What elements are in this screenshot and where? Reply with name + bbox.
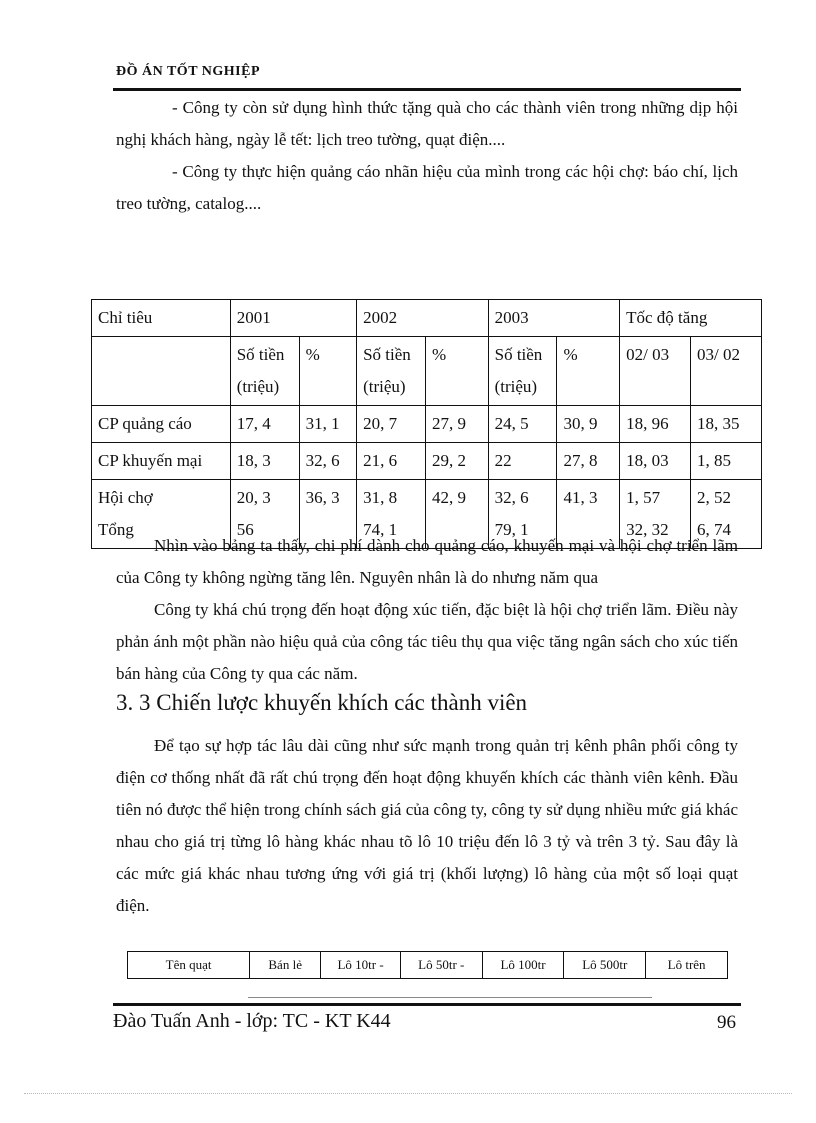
- table-cell: 18, 3: [230, 443, 299, 480]
- row-label: CP quảng cáo: [92, 406, 231, 443]
- table-cell: 18, 96: [620, 406, 691, 443]
- price-table-header-row: [128, 952, 728, 979]
- table-row: [92, 443, 762, 480]
- price-header-lot-50m: Lô 50tr -: [400, 952, 482, 979]
- row-label-fair: Hội chợ: [98, 488, 153, 507]
- subheader-amount-2001: Số tiền (triệu): [230, 337, 299, 406]
- cell-line: 6, 74: [697, 520, 732, 539]
- price-header-lot-500m: Lô 500tr: [564, 952, 646, 979]
- subheader-growth-2: 03/ 02: [691, 337, 762, 406]
- footer-rule-thin: [248, 997, 652, 998]
- subheader-pct-2003: %: [557, 337, 620, 406]
- table-cell: 17, 4: [230, 406, 299, 443]
- table-cell: 31, 1: [299, 406, 357, 443]
- cell-line: 56: [236, 520, 254, 539]
- subheader-empty: [92, 337, 231, 406]
- subheader-growth-1: 02/ 03: [620, 337, 691, 406]
- cell-line: 32, 32: [626, 520, 669, 539]
- document-header-title: ĐỒ ÁN TỐT NGHIỆP: [116, 64, 261, 79]
- row-label-total: Tổng: [98, 520, 134, 539]
- cell-line: 1, 57: [626, 488, 661, 507]
- table-cell: 32, 6: [299, 443, 357, 480]
- price-header-fan-name: Tên quạt: [128, 952, 250, 979]
- analysis-paragraph-2: Công ty khá chú trọng đến hoạt động xúc tiến, đặc biệt là hội chợ triển lãm. Điều này phản ánh một phần nào hiệu quả của công tác tiêu thụ qua việc tăng ngân sách cho xúc tiến bán hàng của Công ty qua các năm.: [116, 600, 738, 683]
- table-cell: 18, 03: [620, 443, 691, 480]
- table-cell: 30, 9: [557, 406, 620, 443]
- header-2001: 2001: [230, 300, 356, 337]
- cell-line: 20, 3: [236, 488, 271, 507]
- header-indicator: Chỉ tiêu: [92, 300, 231, 337]
- table-cell: 29, 2: [425, 443, 488, 480]
- table-cell: 42, 9: [425, 480, 488, 549]
- table-subheader-row: [92, 337, 762, 406]
- analysis-paragraph-1: Nhìn vào bảng ta thấy, chi phí dành cho quảng cáo, khuyến mại và hội chợ triển lãm của Công ty không ngừng tăng lên. Nguyên nhân là do nhưng năm qua: [116, 536, 738, 587]
- cell-line: 32, 6: [494, 488, 529, 507]
- table-cell: 27, 9: [425, 406, 488, 443]
- section-body: Để tạo sự hợp tác lâu dài cũng như sức mạnh trong quản trị kênh phân phối công ty điện cơ thống nhất đã rất chú trọng đến hoạt động khuyến khích các thành viên kênh. Đầu tiên nó được thể hiện trong chính sách giá của công ty, công ty sử dụng nhiều mức giá khác nhau cho giá trị từng lô hàng khác nhau tõ lô 10 triệu đến lô 3 tỷ và trên 3 tỷ. Sau đây là các mức giá khác nhau tương ứng với giá trị (khối lượng) lô hàng của một số loại quạt điện.: [116, 736, 738, 915]
- intro-paragraph-1: - Công ty còn sử dụng hình thức tặng quà cho các thành viên trong những dịp hội nghị khách hàng, ngày lễ tết: lịch treo tường, quạt điện....: [116, 98, 738, 149]
- cell-line: 31, 8: [363, 488, 398, 507]
- cell-line: 74, 1: [363, 520, 398, 539]
- table-row: [92, 406, 762, 443]
- table-cell: 27, 8: [557, 443, 620, 480]
- price-header-lot-100m: Lô 100tr: [482, 952, 564, 979]
- subheader-amount-2003: Số tiền (triệu): [488, 337, 557, 406]
- footer-rule: [113, 1003, 741, 1006]
- header-growth: Tốc độ tăng: [620, 300, 762, 337]
- section-heading: 3. 3 Chiến lược khuyến khích các thành viên: [116, 690, 528, 715]
- row-label: CP khuyến mại: [92, 443, 231, 480]
- page-bottom-dotted-border: [24, 1093, 792, 1094]
- subheader-pct-2002: %: [425, 337, 488, 406]
- table-cell: 24, 5: [488, 406, 557, 443]
- table-cell: 22: [488, 443, 557, 480]
- table-cell: 21, 6: [357, 443, 426, 480]
- price-header-lot-10m: Lô 10tr -: [321, 952, 401, 979]
- table-cell: 1, 85: [691, 443, 762, 480]
- intro-paragraph-2: - Công ty thực hiện quảng cáo nhãn hiệu của mình trong các hội chợ: báo chí, lịch treo tường, catalog....: [116, 162, 738, 213]
- page-number: 96: [717, 1012, 736, 1033]
- fan-price-table: [127, 951, 728, 979]
- table-header-row: [92, 300, 762, 337]
- price-header-lot-above: Lô trên: [646, 952, 728, 979]
- cell-line: 2, 52: [697, 488, 732, 507]
- table-cell: 20, 7: [357, 406, 426, 443]
- table-cell: 18, 35: [691, 406, 762, 443]
- promotion-cost-table: [91, 299, 762, 549]
- header-2003: 2003: [488, 300, 620, 337]
- subheader-pct-2001: %: [299, 337, 357, 406]
- footer-author: Đào Tuấn Anh - lớp: TC - KT K44: [113, 1010, 391, 1032]
- cell-line: 79, 1: [494, 520, 529, 539]
- subheader-amount-2002: Số tiền (triệu): [357, 337, 426, 406]
- header-rule: [113, 88, 741, 91]
- table-cell: 36, 3: [299, 480, 357, 549]
- table-cell: 41, 3: [557, 480, 620, 549]
- price-header-retail: Bán lẻ: [250, 952, 321, 979]
- header-2002: 2002: [357, 300, 489, 337]
